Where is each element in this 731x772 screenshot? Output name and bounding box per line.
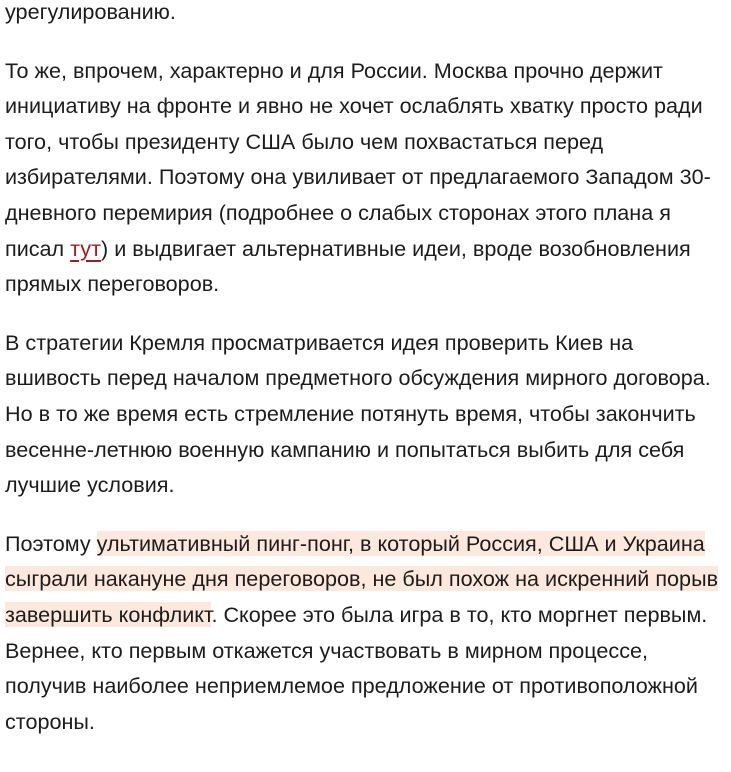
paragraph-kremlin-strategy: В стратегии Кремля просматривается идея проверить Киев на вшивость перед началом предметного обсуждения мирного договора. Но в то же время есть стремление потянуть время, чтобы закончить весенне-летнюю военную кампанию и попытаться выбить для себя лучшие условия. [5,329,711,498]
paragraph-intro-tail: урегулированию. [5,0,176,24]
inline-link-tut[interactable]: тут [70,235,101,261]
article-body [5,0,727,762]
paragraph-ping-pong-text-after-highlight: . Скорее это была игра в то, кто моргнет первым. Вернее, кто первым откажется участвовать в мирном процессе, получив наиболее неприемлемое предложение от противоположной стороны. [5,601,708,734]
paragraph-russia-text-after-link: ) и выдвигает альтернативные идеи, вроде возобновления прямых переговоров. [5,235,691,297]
highlighted-quote: ультимативный пинг-понг, в который Россия, США и Украина сыграли накануне дня переговоров, не был похож на искренний порыв завершить конфликт [5,530,719,627]
paragraph-ping-pong [5,526,727,740]
paragraph-ping-pong-text-before-highlight: Поэтому [5,530,97,556]
paragraph-russia [5,53,727,302]
paragraph-russia-text-before-link: То же, впрочем, характерно и для России. Москва прочно держит инициативу на фронте и явно не хочет ослаблять хватку просто ради того, чтобы президенту США было чем похвастаться перед избирателями. Поэтому она увиливает от предлагаемого Западом 30-дневного перемирия (подробнее о слабых сторонах этого плана я писал [5,57,711,261]
